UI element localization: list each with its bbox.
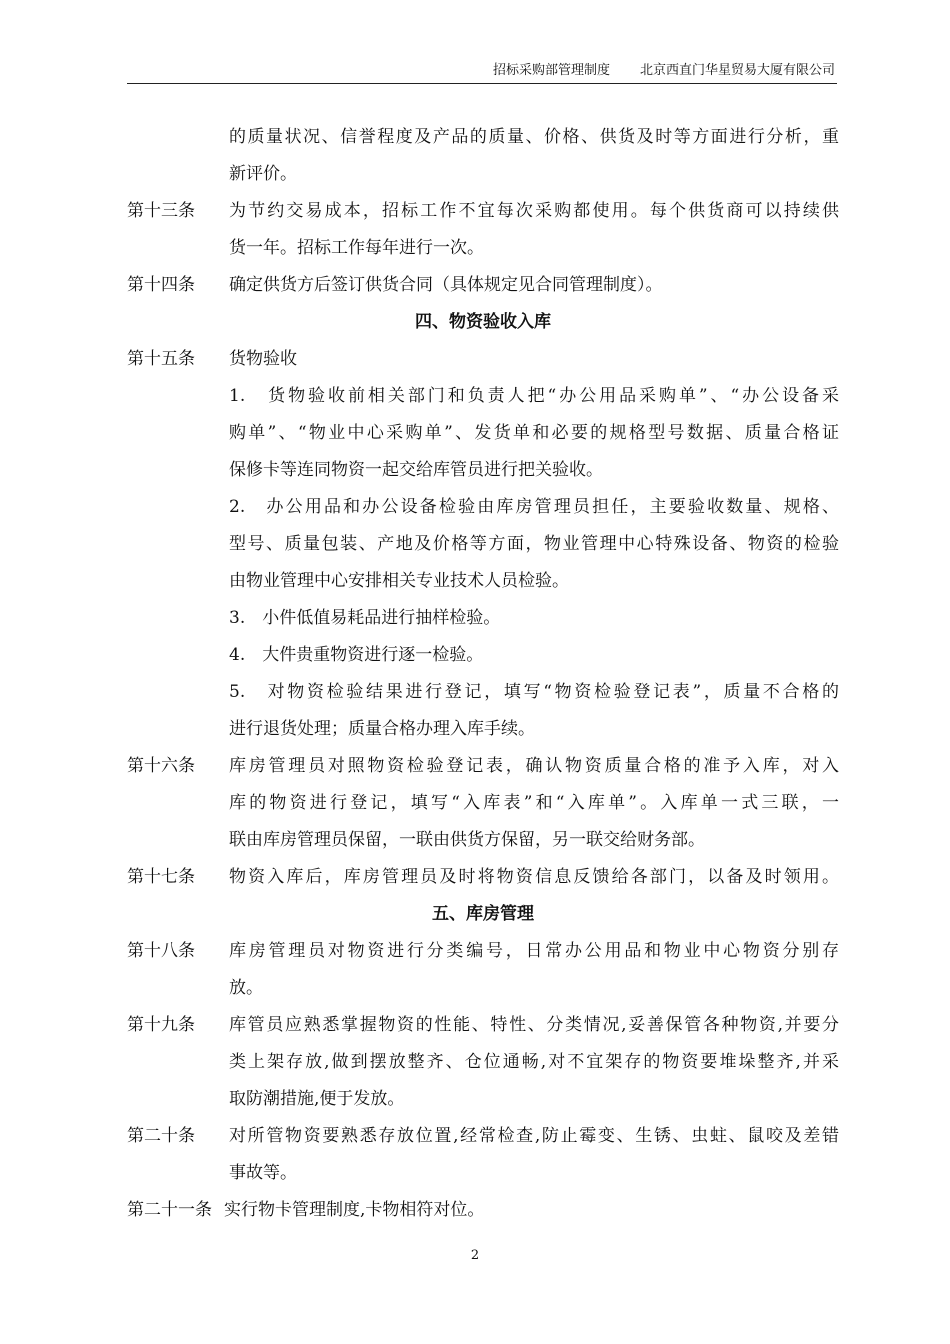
page-header xyxy=(127,60,837,84)
line-text: 确定供货方后签订供货合同（具体规定见合同管理制度）。 xyxy=(229,275,663,295)
line-text: 事故等。 xyxy=(229,1163,297,1183)
article-label: 第二十条 xyxy=(127,1126,195,1146)
header-company: 北京西直门华星贸易大厦有限公司 xyxy=(639,63,835,78)
line-text: 购单”、“物业中心采购单”、发货单和必要的规格型号数据、质量合格证 xyxy=(229,423,839,443)
body-line xyxy=(127,1155,839,1192)
body-line xyxy=(127,563,839,600)
line-text: 货物验收 xyxy=(229,349,297,369)
line-text: 放。 xyxy=(229,978,263,998)
article-label: 第十三条 xyxy=(127,201,195,221)
article-17 xyxy=(127,859,839,896)
line-text: 2. 办公用品和办公设备检验由库房管理员担任，主要验收数量、规格、 xyxy=(229,497,839,517)
body-line xyxy=(127,637,839,674)
header-doc-title: 招标采购部管理制度 xyxy=(492,63,610,78)
line-text: 对所管物资要熟悉存放位置,经常检查,防止霉变、生锈、虫蛀、鼠咬及差错 xyxy=(229,1126,839,1146)
line-text: 新评价。 xyxy=(229,164,297,184)
article-label: 第十四条 xyxy=(127,275,195,295)
article-14 xyxy=(127,267,839,304)
body-line xyxy=(127,452,839,489)
body-line xyxy=(127,822,839,859)
line-text: 保修卡等连同物资一起交给库管员进行把关验收。 xyxy=(229,460,603,480)
body-line xyxy=(127,711,839,748)
article-label: 第十九条 xyxy=(127,1015,195,1035)
line-text: 联由库房管理员保留，一联由供货方保留，另一联交给财务部。 xyxy=(229,830,705,850)
body-line xyxy=(127,1081,839,1118)
line-text: 4. 大件贵重物资进行逐一检验。 xyxy=(229,645,484,665)
line-text: 3. 小件低值易耗品进行抽样检验。 xyxy=(229,608,501,628)
document-body xyxy=(127,119,839,1229)
line-text: 型号、质量包装、产地及价格等方面，物业管理中心特殊设备、物资的检验 xyxy=(229,534,839,554)
article-label: 第十八条 xyxy=(127,941,195,961)
article-16 xyxy=(127,748,839,785)
page-number: 2 xyxy=(470,1248,480,1263)
article-20 xyxy=(127,1118,839,1155)
section-heading: 四、物资验收入库 xyxy=(415,312,551,332)
article-label: 第十五条 xyxy=(127,349,195,369)
body-line xyxy=(127,489,839,526)
line-text: 库的物资进行登记，填写“入库表”和“入库单”。入库单一式三联，一 xyxy=(229,793,839,813)
article-13 xyxy=(127,193,839,230)
article-label: 第二十一条 xyxy=(127,1200,212,1220)
line-text: 由物业管理中心安排相关专业技术人员检验。 xyxy=(229,571,569,591)
article-15 xyxy=(127,341,839,378)
body-line xyxy=(127,1044,839,1081)
body-line xyxy=(127,785,839,822)
line-text: 的质量状况、信誉程度及产品的质量、价格、供货及时等方面进行分析，重 xyxy=(229,127,839,147)
line-text: 库房管理员对物资进行分类编号，日常办公用品和物业中心物资分别存 xyxy=(229,941,839,961)
line-text: 货一年。招标工作每年进行一次。 xyxy=(229,238,484,258)
line-text: 类上架存放,做到摆放整齐、仓位通畅,对不宜架存的物资要堆垛整齐,并采 xyxy=(229,1052,839,1072)
body-line xyxy=(127,415,839,452)
line-text: 物资入库后，库房管理员及时将物资信息反馈给各部门，以备及时领用。 xyxy=(229,867,839,887)
body-line xyxy=(127,119,839,156)
line-text: 实行物卡管理制度,卡物相符对位。 xyxy=(224,1200,485,1220)
body-line xyxy=(127,970,839,1007)
body-line xyxy=(127,378,839,415)
article-label: 第十七条 xyxy=(127,867,195,887)
line-text: 1. 货物验收前相关部门和负责人把“办公用品采购单”、“办公设备采 xyxy=(229,386,839,406)
line-text: 5. 对物资检验结果进行登记，填写“物资检验登记表”，质量不合格的 xyxy=(229,682,839,702)
article-21 xyxy=(127,1192,839,1229)
section-heading: 五、库房管理 xyxy=(432,904,534,924)
body-line xyxy=(127,156,839,193)
line-text: 为节约交易成本，招标工作不宜每次采购都使用。每个供货商可以持续供 xyxy=(229,201,839,221)
line-text: 取防潮措施,便于发放。 xyxy=(229,1089,405,1109)
article-18 xyxy=(127,933,839,970)
body-line xyxy=(127,526,839,563)
body-line xyxy=(127,600,839,637)
body-line xyxy=(127,230,839,267)
line-text: 进行退货处理；质量合格办理入库手续。 xyxy=(229,719,535,739)
line-text: 库房管理员对照物资检验登记表，确认物资质量合格的准予入库，对入 xyxy=(229,756,839,776)
body-line xyxy=(127,674,839,711)
line-text: 库管员应熟悉掌握物资的性能、特性、分类情况,妥善保管各种物资,并要分 xyxy=(229,1015,839,1035)
article-label: 第十六条 xyxy=(127,756,195,776)
article-19 xyxy=(127,1007,839,1044)
